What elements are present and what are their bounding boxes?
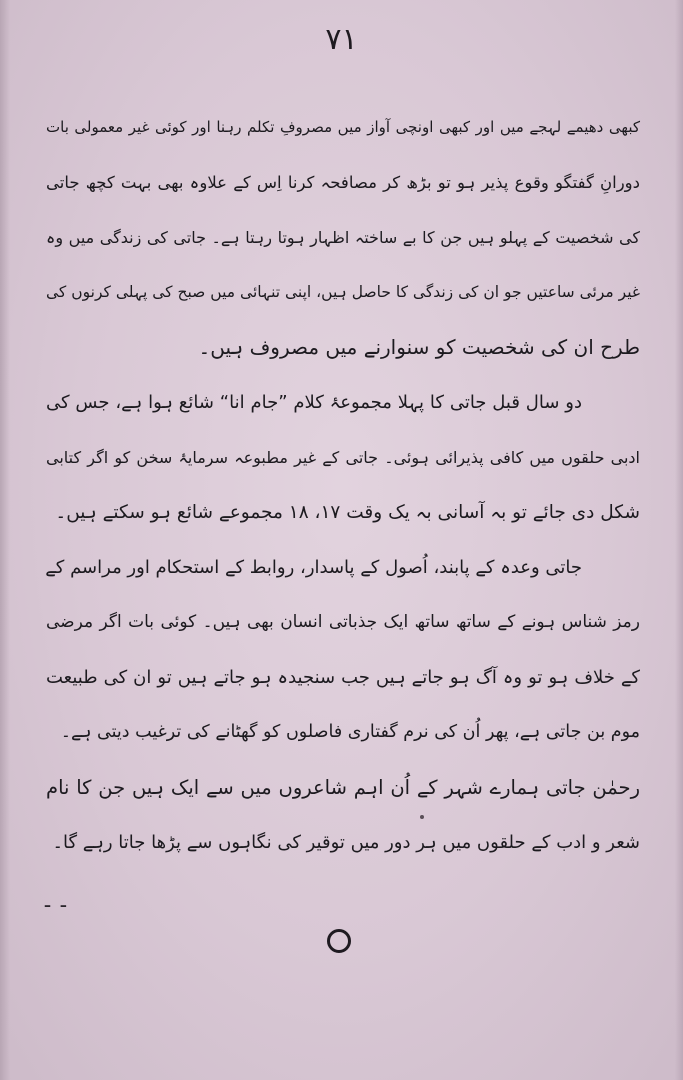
text-line: طرح ان کی شخصیت کو سنوارنے میں مصروف ہیں۔ [198,335,640,359]
footer-mark: – – [44,898,69,914]
text-line: موم بن جاتی ہے، پھر اُن کی نرم گفتاری فاصلوں کو گھٹانے کی ترغیب دیتی ہے۔ [60,722,640,742]
scan-shadow-right [675,0,683,1080]
text-line: کے خلاف ہو تو وہ آگ ہو جاتے ہیں جب سنجیدہ ہو جاتے ہیں تو ان کی طبیعت [46,667,640,688]
ink-speck [420,815,424,819]
text-line: کی شخصیت کے پہلو ہیں جن کا بے ساختہ اظہار ہوتا رہتا ہے۔ جاتی کی زندگی میں وہ [46,228,640,247]
page-number: ۷۱ [325,22,358,57]
text-line: شکل دی جائے تو بہ آسانی بہ یک وقت ۱۷، ۱۸ مجموعے شائع ہو سکتے ہیں۔ [55,502,640,523]
body-text [46,100,640,870]
text-line: دورانِ گفتگو وقوع پذیر ہو تو بڑھ کر مصافحہ کرنا اِس کے علاوہ بھی بہت کچھ جاتی [46,173,640,192]
circle-ornament-icon [327,929,351,953]
text-line: شعر و ادب کے حلقوں میں ہر دور میں توقیر کی نگاہوں سے پڑھا جاتا رہے گا۔ [52,832,640,853]
text-line: رمز شناس ہونے کے ساتھ ساتھ ایک جذباتی انسان بھی ہیں۔ کوئی بات اگر مرضی [46,612,640,632]
scan-shadow-left [0,0,10,1080]
text-line: ادبی حلقوں میں کافی پذیرائی ہوئی۔ جاتی کے غیر مطبوعہ سرمایۂ سخن کو اگر کتابی [46,448,640,467]
text-line: دو سال قبل جاتی کا پہلا مجموعۂ کلام ”جام انا“ شائع ہوا ہے، جس کی [46,392,582,413]
text-line: غیر مرئی ساعتیں جو ان کی زندگی کا حاصل ہیں، اپنی تنہائی میں صبح کی پہلی کرنوں کی [46,283,640,301]
text-line: کبھی دھیمے لہجے میں اور کبھی اونچی آواز میں مصروفِ تکلم رہنا اور کوئی غیر معمولی بات [46,118,640,136]
text-line: جاتی وعدہ کے پابند، اُصول کے پاسدار، روابط کے استحکام اور مراسم کے [45,557,582,578]
text-line: رحمٰن جاتی ہمارے شہر کے اُن اہم شاعروں میں سے ایک ہیں جن کا نام [46,776,640,799]
